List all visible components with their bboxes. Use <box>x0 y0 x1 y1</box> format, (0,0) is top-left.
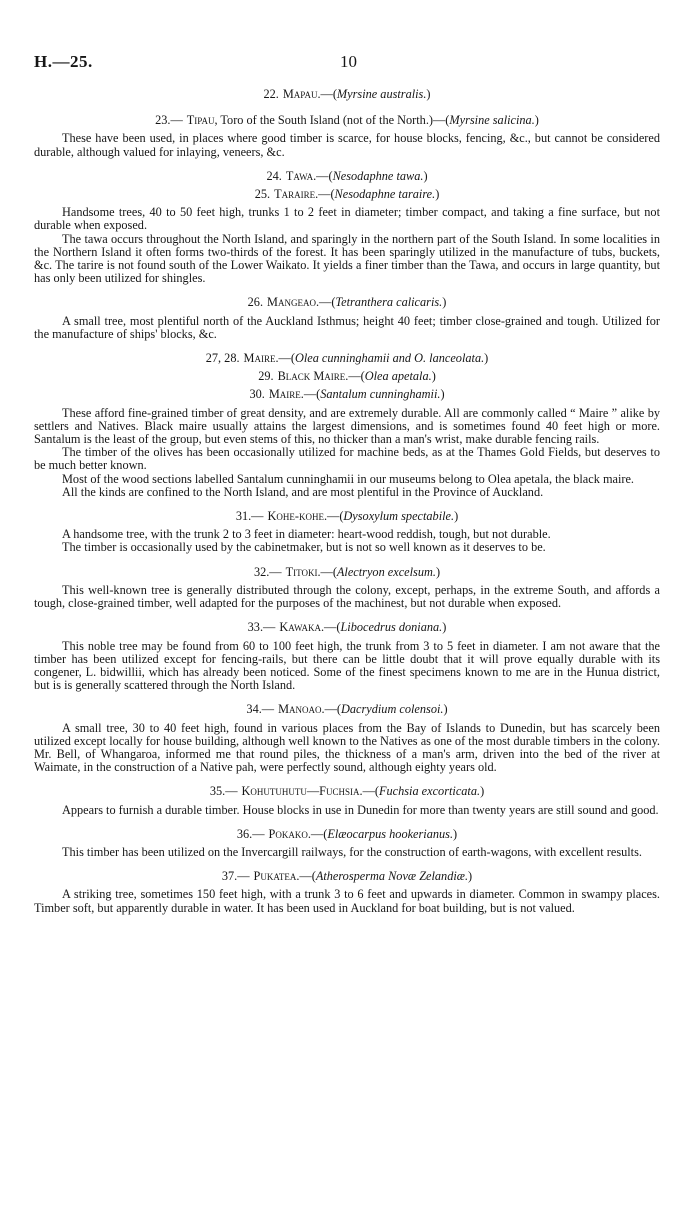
latin-name: Tetranthera calicaris. <box>335 295 443 310</box>
body-paragraph: All the kinds are confined to the North Island, and are most plentiful in the Province of Auckland. <box>62 484 544 499</box>
heading-close: ) <box>423 168 428 183</box>
heading-close: ) <box>442 295 447 310</box>
heading-close: ) <box>440 387 445 402</box>
species-entry <box>34 88 660 101</box>
page-body <box>34 88 660 915</box>
latin-name: Olea apetala. <box>364 369 432 384</box>
common-name: Mapau <box>282 87 318 101</box>
entry-heading <box>34 88 660 101</box>
body-paragraph: A striking tree, sometimes 150 feet high, with a trunk 3 to 6 feet and upwards in diameter. Common in swampy places. Timber soft, but apparently durable in water. It has been used in Auckland for boat building, but is not valued. <box>34 887 660 915</box>
latin-name: Nesodaphne tawa. <box>332 168 424 183</box>
heading-separator: .—( <box>317 564 337 579</box>
species-entry <box>34 510 660 555</box>
entry-heading <box>34 352 660 365</box>
common-name: Tawa <box>285 168 314 183</box>
heading-separator: .—( <box>296 869 316 884</box>
body-paragraph: These have been used, in places where good timber is scarce, for house blocks, fencing, &c., but cannot be considered durable, although valued for inlaying, veneers, &c. <box>34 131 660 159</box>
latin-name: Alectryon excelsum. <box>336 564 436 579</box>
entry-heading <box>34 566 660 579</box>
entry-number: 31.— <box>235 509 264 524</box>
body-paragraph: The timber is occasionally used by the cabinetmaker, but is not so well known as it deserves to be. <box>62 540 546 555</box>
entry-number: 35.— <box>209 784 238 799</box>
heading-close: ) <box>468 869 473 884</box>
heading-close: ) <box>453 826 458 841</box>
entry-heading <box>34 785 660 798</box>
entry-number: 24. <box>266 168 282 183</box>
body-paragraph: Handsome trees, 40 to 50 feet high, trunks 1 to 2 feet in diameter; timber compact, and taking a fine surface, but not durable when exposed. <box>34 205 660 233</box>
body-paragraph: This timber has been utilized on the Invercargill railways, for the construction of earth-wagons, with excellent results. <box>62 844 642 859</box>
heading-close: ) <box>426 87 431 101</box>
entry-heading <box>34 114 660 127</box>
heading-separator: .—( <box>317 87 337 101</box>
body-paragraph: These afford fine-grained timber of great density, and are extremely durable. All are commonly called “ Maire ” alike by settlers and Natives. Black maire usually attains the largest dimensions, and is sometimes found 40 feet high or more. Santalum is the least of the group, but even stems of this, no thicker than a man's wrist, make durable fencing rails. <box>34 405 660 447</box>
entry-number: 25. <box>254 187 271 202</box>
heading-close: ) <box>484 351 489 366</box>
species-entry <box>34 352 660 499</box>
heading-separator: , Toro of the South Island (not of the North.)—( <box>214 113 450 128</box>
common-name: Maire <box>243 351 276 366</box>
page-reference: H.—25. <box>34 52 93 71</box>
heading-close: ) <box>480 784 485 799</box>
common-name: Tipau <box>186 113 215 128</box>
common-name: Pukatea <box>253 869 297 884</box>
body-paragraph: The tawa occurs throughout the North Island, and sparingly in the northern part of the South Island. In some localities in the Northern Island it often forms two-thirds of the forest. It has been sparingly utilized in the manufacture of tubs, buckets, &c. The tarire is not found south of the Lower Waikato. It yields a finer timber than the Tawa, and occurs in large quantity, but has only been utilized for shingles. <box>34 231 660 286</box>
body-paragraph: A handsome tree, with the trunk 2 to 3 feet in diameter: heart-wood reddish, tough, but not durable. <box>62 527 551 542</box>
common-name: Maire <box>268 387 301 402</box>
heading-separator: .—( <box>300 387 321 402</box>
entry-heading <box>34 296 660 309</box>
heading-separator: .—( <box>345 369 365 384</box>
entry-number: 22. <box>263 87 279 101</box>
common-name: Manoao <box>278 702 322 717</box>
entry-heading <box>34 870 660 883</box>
entry-heading <box>34 188 660 201</box>
entry-number: 34.— <box>246 702 275 717</box>
page-number: 10 <box>340 52 357 71</box>
species-entry <box>34 114 660 159</box>
common-name: Black Maire <box>277 369 346 384</box>
entry-heading <box>34 170 660 183</box>
entry-heading <box>34 621 660 634</box>
body-paragraph: The timber of the olives has been occasionally utilized for machine beds, as at the Thames Gold Fields, but deserves to be much better known. <box>34 445 660 473</box>
heading-separator: .—( <box>315 187 335 202</box>
common-name: Pokako <box>268 826 308 841</box>
latin-name: Fuchsia excorticata. <box>378 784 481 799</box>
species-entry <box>34 621 660 692</box>
heading-close: ) <box>534 113 539 128</box>
body-paragraph: This noble tree may be found from 60 to 100 feet high, the trunk from 3 to 5 feet in diameter. I am not aware that the timber has been utilized except for fencing-rails, but there can be little doubt that it will prove equally durable with its congener, L. bidwillii, which has already been noticed. Some of the finest specimens known to me are in the Hunua district, but is is generally scattered through the North Island. <box>34 638 660 693</box>
latin-name: Nesodaphne taraire. <box>334 187 436 202</box>
body-paragraph: A small tree, most plentiful north of the Auckland Isthmus; height 40 feet; timber close-grained and tough. Utilized for the manufacture of ships' blocks, &c. <box>34 313 660 341</box>
common-name: Kohutuhutu—Fuchsia <box>241 784 360 799</box>
common-name: Titoki <box>285 564 318 579</box>
body-paragraph: A small tree, 30 to 40 feet high, found in various places from the Bay of Islands to Dunedin, but has scarcely been utilized except locally for house building, although well known to the Natives as one of the most durable timbers in the colony. Mr. Bell, of Whangaroa, informed me that round piles, the thickness of a man's arm, driven into the bed of the river at Waimate, in the construction of a Native pah, were perfectly sound, although eighty years old. <box>34 720 660 775</box>
latin-name: Atherosperma Novæ Zelandiæ. <box>315 869 469 884</box>
heading-close: ) <box>454 509 459 524</box>
latin-name: Santalum cunninghamii. <box>320 387 441 402</box>
heading-separator: .—( <box>313 168 333 183</box>
body-paragraph: This well-known tree is generally distributed through the colony, except, perhaps, in the extreme South, and affords a tough, close-grained timber, well adapted for the purposes of the machinest, but not durable when exposed. <box>34 582 660 611</box>
heading-close: ) <box>443 702 448 717</box>
entry-heading <box>34 510 660 523</box>
entry-number: 30. <box>249 387 265 402</box>
heading-separator: .—( <box>275 351 295 366</box>
latin-name: Libocedrus doniana. <box>340 620 443 635</box>
species-entry <box>34 785 660 816</box>
entry-number: 36.— <box>236 826 265 841</box>
latin-name: Myrsine salicina. <box>449 113 535 128</box>
entry-heading <box>34 370 660 383</box>
heading-separator: .—( <box>307 826 328 841</box>
body-paragraph: Appears to furnish a durable timber. House blocks in use in Dunedin for more than twenty years are still sound and good. <box>62 802 659 817</box>
latin-name: Elæocarpus hookerianus. <box>327 826 454 841</box>
entry-number: 27, 28. <box>205 351 240 366</box>
heading-close: ) <box>435 187 440 202</box>
species-entry <box>34 828 660 859</box>
latin-name: Dysoxylum spectabile. <box>343 509 455 524</box>
species-entry <box>34 296 660 341</box>
heading-separator: .—( <box>321 702 341 717</box>
entry-number: 32.— <box>253 564 282 579</box>
common-name: Kawaka <box>279 620 321 635</box>
heading-close: ) <box>431 369 436 384</box>
heading-close: ) <box>435 564 441 579</box>
entry-number: 37.— <box>221 869 250 884</box>
common-name: Taraire <box>274 187 316 202</box>
species-entry <box>34 566 660 611</box>
latin-name: Dacrydium colensoi. <box>341 702 444 717</box>
entry-number: 33.— <box>247 620 276 635</box>
latin-name: Olea cunninghamii and O. lanceolata. <box>294 351 485 366</box>
entry-heading <box>34 828 660 841</box>
heading-separator: .—( <box>315 295 336 310</box>
common-name: Kohe-kohe <box>267 509 324 524</box>
latin-name: Myrsine australis. <box>336 87 427 101</box>
species-entry <box>34 703 660 774</box>
body-paragraph: Most of the wood sections labelled Santalum cunninghamii in our museums belong to Olea apetala, the black maire. <box>62 471 635 486</box>
heading-close: ) <box>442 620 447 635</box>
heading-separator: .—( <box>320 620 341 635</box>
entry-heading <box>34 388 660 401</box>
common-name: Mangeao <box>267 295 316 310</box>
species-entry <box>34 170 660 286</box>
entry-heading <box>34 703 660 716</box>
heading-separator: .—( <box>359 784 379 799</box>
species-entry <box>34 870 660 915</box>
entry-number: 26. <box>247 295 264 310</box>
heading-separator: .—( <box>323 509 344 524</box>
entry-number: 23.— <box>155 113 183 128</box>
entry-number: 29. <box>258 369 274 384</box>
